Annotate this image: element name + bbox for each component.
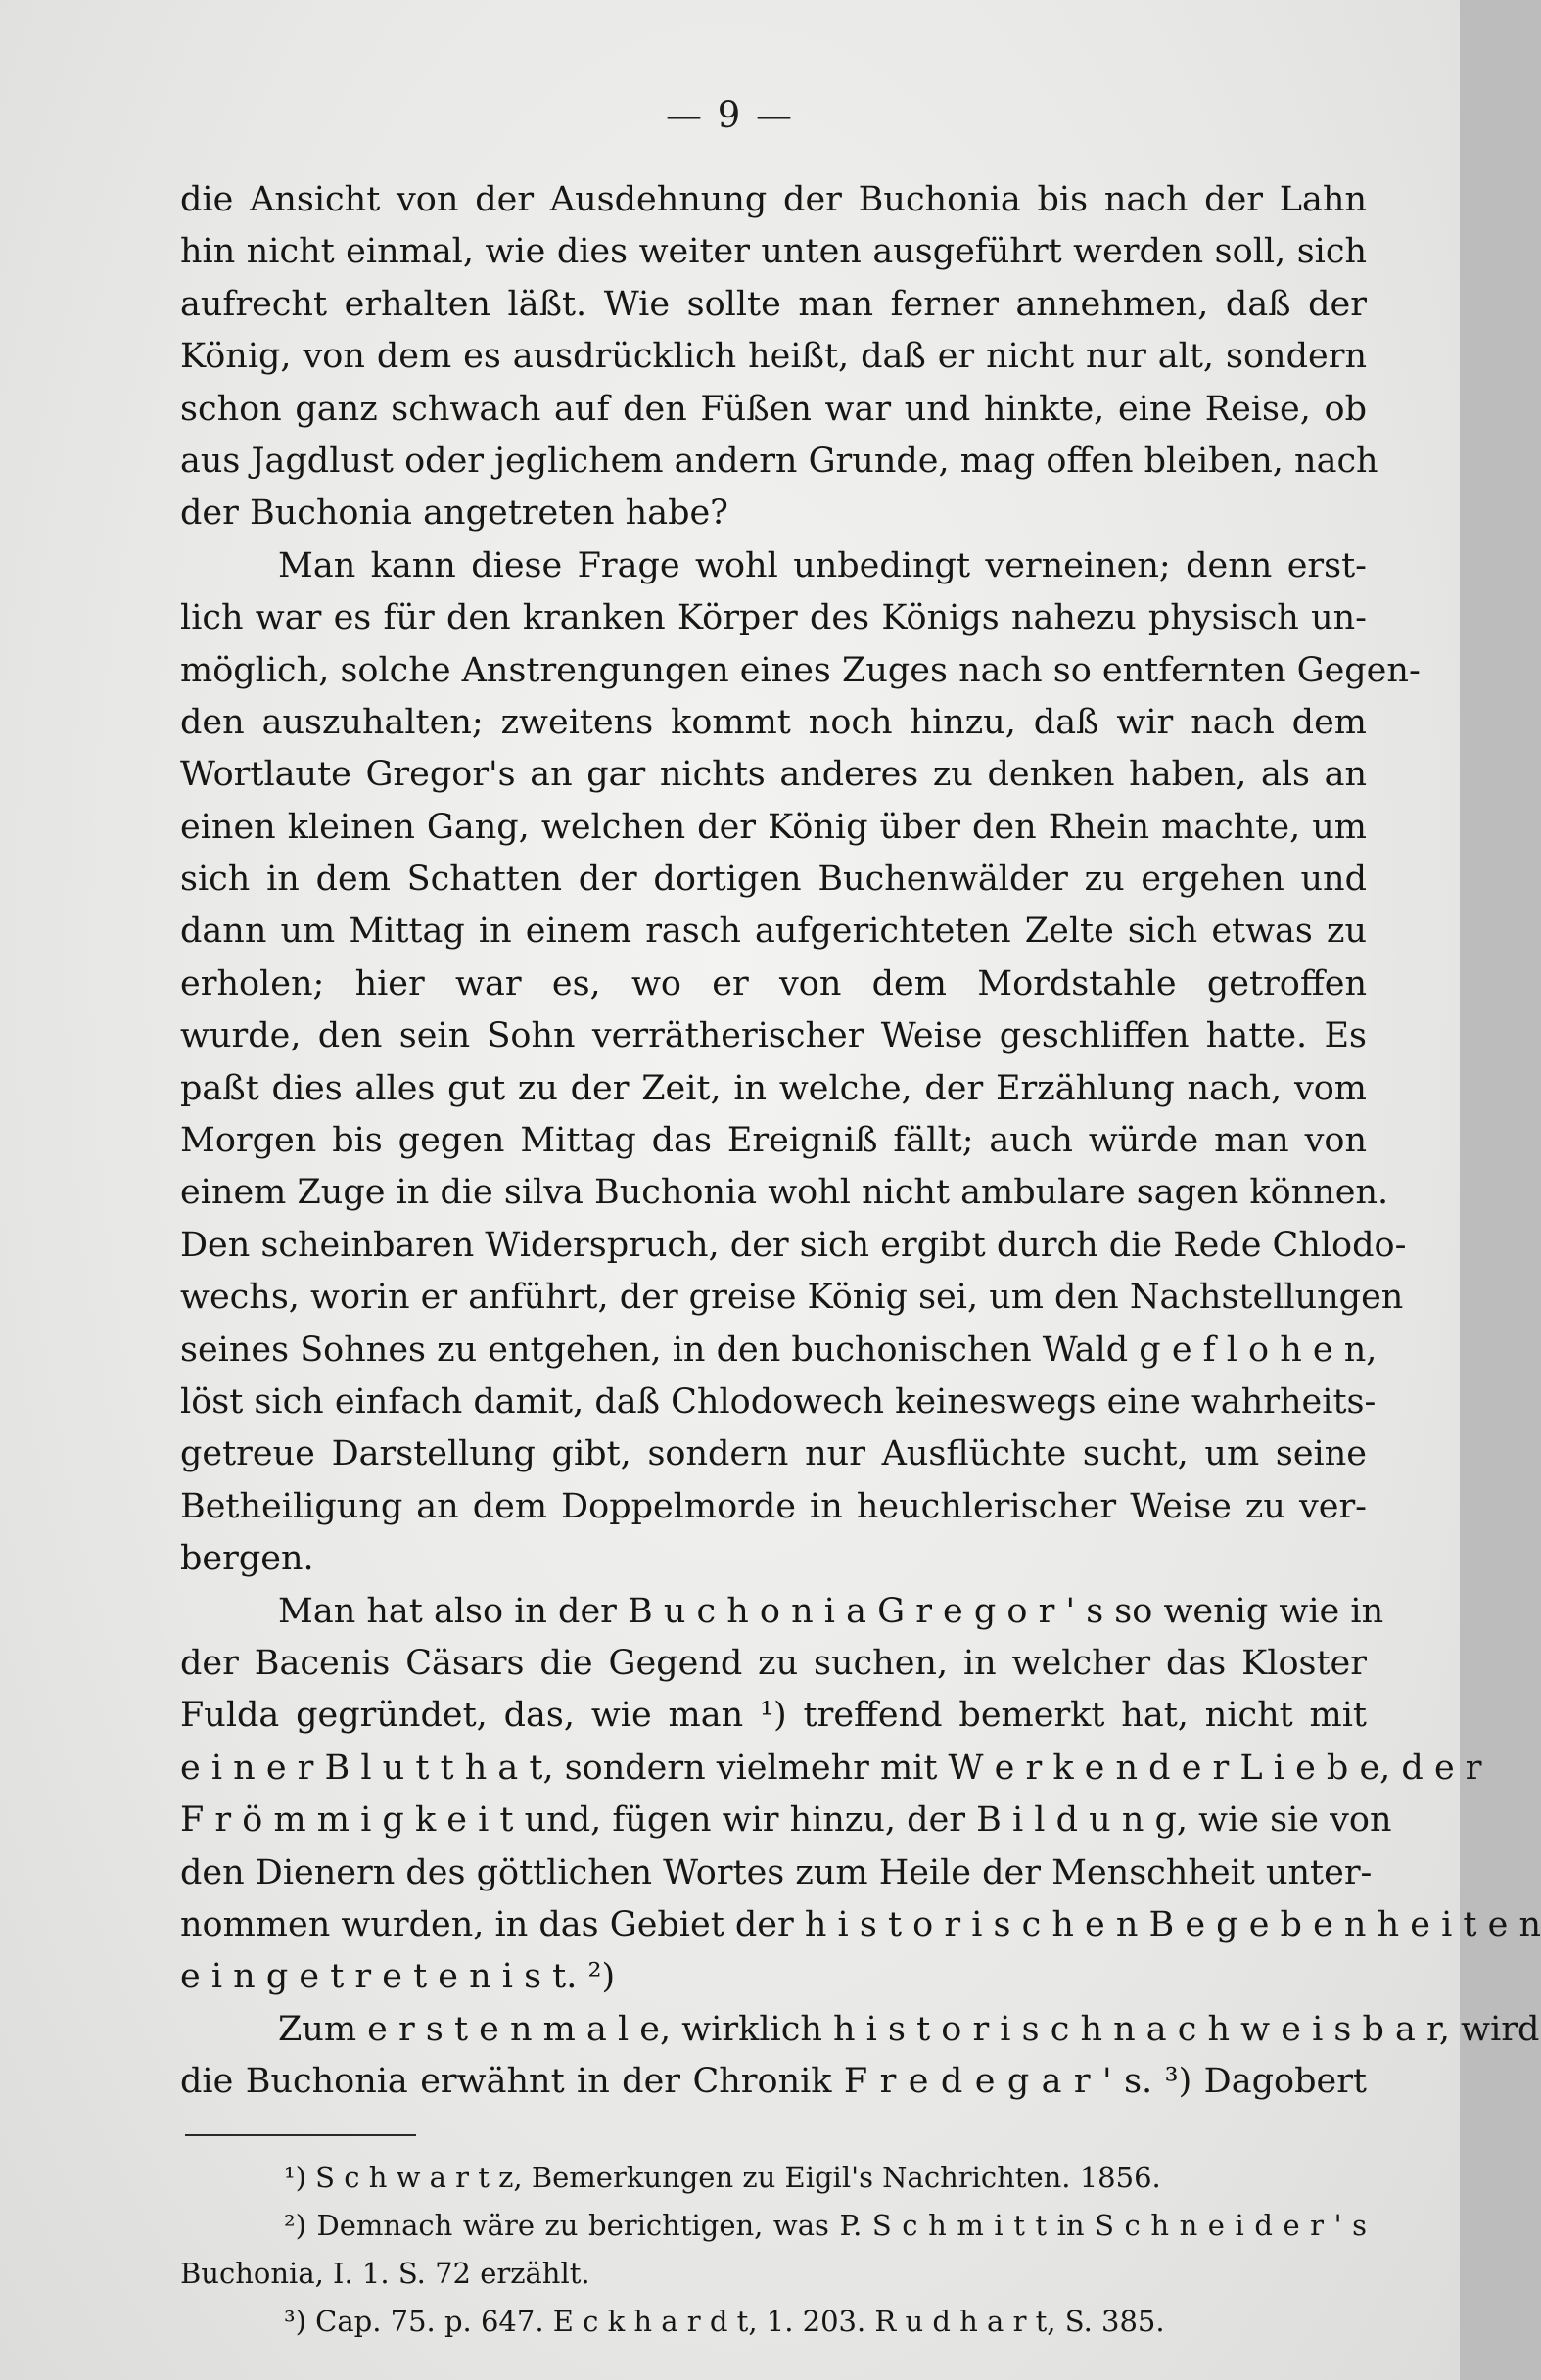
footnote-2-continued: Buchonia, I. 1. S. 72 erzählt.	[180, 2257, 590, 2290]
text-line: aufrecht erhalten läßt. Wie sollte man ferner annehmen, daß der	[180, 284, 1367, 324]
paragraph-start-line: Zum e r s t e n m a l e, wirklich h i s t o r i s c h n a c h w e i s b a r, wird	[278, 2009, 1540, 2049]
text-line: wurde, den sein Sohn verrätherischer Weise geschliffen hatte. Es	[180, 1016, 1367, 1056]
text-line: e i n g e t r e t e n i s t. ²)	[180, 1957, 616, 1997]
text-line: die Buchonia erwähnt in der Chronik F r e d e g a r ' s. ³) Dagobert	[180, 2062, 1367, 2102]
text-line: Betheiligung an dem Doppelmorde in heuchlerischer Weise zu ver-	[180, 1486, 1367, 1526]
text-line: möglich, solche Anstrengungen eines Zuges nach so entfernten Gegen-	[180, 650, 1421, 690]
footnote-1: ¹) S c h w a r t z, Bemerkungen zu Eigil's Nachrichten. 1856.	[284, 2161, 1161, 2194]
body-text	[180, 174, 1541, 2108]
text-line: wechs, worin er anführt, der greise König sei, um den Nachstellungen	[180, 1278, 1404, 1318]
text-line: Den scheinbaren Widerspruch, der sich ergibt durch die Rede Chlodo-	[180, 1225, 1407, 1265]
text-line: F r ö m m i g k e i t und, fügen wir hinzu, der B i l d u n g, wie sie von	[180, 1800, 1392, 1841]
footnote-3: ³) Cap. 75. p. 647. E c k h a r d t, 1. 203. R u d h a r t, S. 385.	[284, 2305, 1165, 2338]
text-line: seines Sohnes zu entgehen, in den buchonischen Wald g e f l o h e n,	[180, 1330, 1378, 1370]
text-line: hin nicht einmal, wie dies weiter unten ausgeführt werden soll, sich	[180, 232, 1367, 272]
text-line: paßt dies alles gut zu der Zeit, in welche, der Erzählung nach, vom	[180, 1068, 1367, 1108]
text-line: erholen; hier war es, wo er von dem Mordstahle getroffen	[180, 963, 1367, 1003]
text-line: dann um Mittag in einem rasch aufgerichteten Zelte sich etwas zu	[180, 911, 1367, 952]
paragraph-start-line: Man kann diese Frage wohl unbedingt verneinen; denn erst-	[278, 545, 1367, 585]
text-line: Fulda gegründet, das, wie man ¹) treffend bemerkt hat, nicht mit	[180, 1696, 1367, 1736]
text-line: König, von dem es ausdrücklich heißt, daß er nicht nur alt, sondern	[180, 337, 1367, 377]
text-line: aus Jagdlust oder jeglichem andern Grunde, mag offen bleiben, nach	[180, 441, 1378, 481]
text-line: getreue Darstellung gibt, sondern nur Ausflüchte sucht, um seine	[180, 1434, 1367, 1474]
text-line: nommen wurden, in das Gebiet der h i s t o r i s c h e n B e g e b e n h e i t e n	[180, 1904, 1541, 1944]
footnotes	[180, 2154, 1367, 2346]
text-line: einem Zuge in die silva Buchonia wohl nicht ambulare sagen können.	[180, 1173, 1389, 1213]
footnote-2: ²) Demnach wäre zu berichtigen, was P. S c h m i t t in S c h n e i d e r ' s	[284, 2209, 1367, 2242]
text-line: einen kleinen Gang, welchen der König über den Rhein machte, um	[180, 807, 1367, 847]
page-number: — 9 —	[665, 94, 795, 136]
text-line: löst sich einfach damit, daß Chlodowech keineswegs eine wahrheits-	[180, 1381, 1377, 1422]
text-line: e i n e r B l u t t h a t, sondern vielmehr mit W e r k e n d e r L i e b e, d e r	[180, 1748, 1482, 1788]
paragraph-start-line: Man hat also in der B u c h o n i a G r e g o r ' s so wenig wie in	[278, 1591, 1384, 1631]
text-line: Morgen bis gegen Mittag das Ereigniß fällt; auch würde man von	[180, 1121, 1367, 1161]
text-line: schon ganz schwach auf den Füßen war und hinkte, eine Reise, ob	[180, 389, 1367, 429]
text-line: die Ansicht von der Ausdehnung der Buchonia bis nach der Lahn	[180, 180, 1367, 219]
text-line: den auszuhalten; zweitens kommt noch hinzu, daß wir nach dem	[180, 702, 1367, 742]
text-line: sich in dem Schatten der dortigen Buchenwälder zu ergehen und	[180, 860, 1367, 900]
text-line: den Dienern des göttlichen Wortes zum Heile der Menschheit unter-	[180, 1852, 1373, 1892]
text-line: der Bacenis Cäsars die Gegend zu suchen, in welcher das Kloster	[180, 1643, 1367, 1683]
text-line: lich war es für den kranken Körper des Königs nahezu physisch un-	[180, 598, 1367, 638]
text-line: bergen.	[180, 1539, 314, 1579]
footnote-divider	[185, 2134, 416, 2136]
text-line: Wortlaute Gregor's an gar nichts anderes zu denken haben, als an	[180, 755, 1367, 795]
text-line: der Buchonia angetreten habe?	[180, 493, 728, 534]
